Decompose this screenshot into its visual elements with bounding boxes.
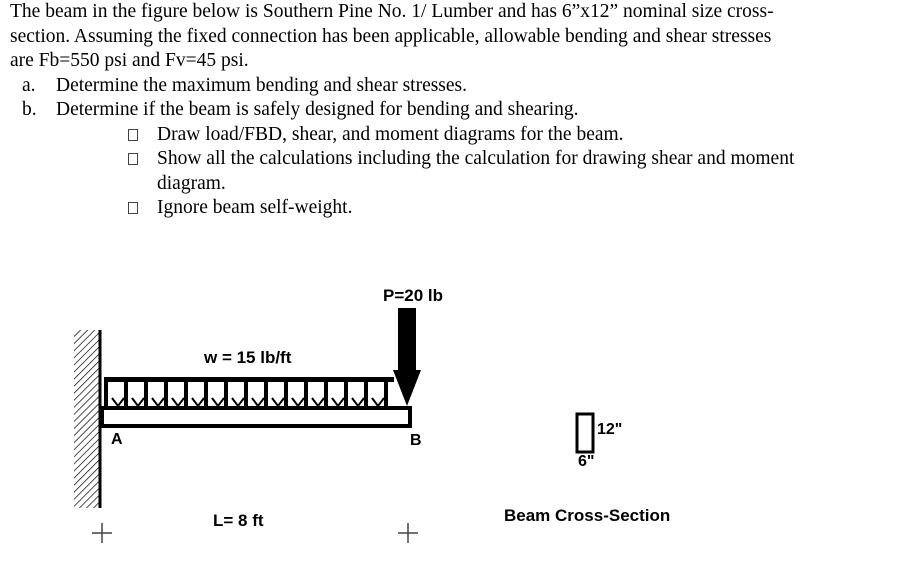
list-item-b-label: b. [22, 99, 37, 120]
cross-section-rect [577, 414, 593, 452]
bullet-text-continued: diagram. [157, 172, 226, 194]
list-item-b-text: Determine if the beam is safely designed for bending and shearing. [56, 99, 579, 120]
bullet-text: Ignore beam self-weight. [157, 197, 353, 218]
distributed-load [104, 377, 394, 406]
list-item-a-label: a. [22, 74, 36, 96]
section-height-label: 12" [597, 421, 623, 438]
length-label: L= 8 ft [213, 511, 264, 530]
cross-section-title: Beam Cross-Section [504, 506, 671, 525]
section-width-label: 6" [578, 453, 595, 470]
list-item-a-text: Determine the maximum bending and shear stresses. [56, 74, 468, 96]
beam [102, 408, 410, 426]
intro-line-1: The beam in the figure below is Southern Pine No. 1/ Lumber and has 6”x12” nominal size cross- [10, 1, 774, 22]
distributed-load-label: w = 15 lb/ft [204, 348, 292, 367]
end-b-label: B [410, 432, 422, 449]
support-a-label: A [111, 431, 123, 448]
point-load-arrow [393, 308, 421, 406]
bullet-text: Show all the calculations including the calculation for drawing shear and moment [157, 148, 795, 169]
intro-line-2: section. Assuming the fixed connection has been applicable, allowable bending and shear stresses [10, 25, 772, 47]
bullet-text: Draw load/FBD, shear, and moment diagrams for the beam. [157, 123, 624, 145]
point-load-label: P=20 lb [383, 286, 444, 305]
intro-line-3: are Fb=550 psi and Fv=45 psi. [10, 50, 249, 71]
wall-hatch [74, 330, 100, 508]
